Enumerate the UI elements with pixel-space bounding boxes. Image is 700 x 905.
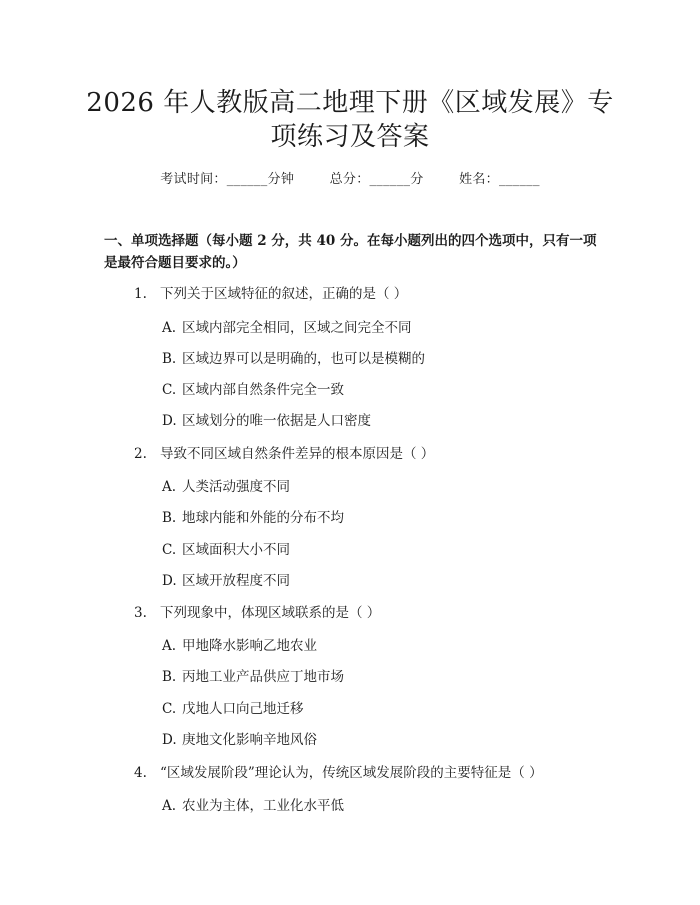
option-letter: C. bbox=[162, 382, 177, 398]
question-2-option-c bbox=[162, 538, 582, 558]
exam-info-line bbox=[0, 168, 700, 187]
option-letter: C. bbox=[162, 542, 177, 558]
section-heading bbox=[104, 230, 604, 274]
question-number: 2. bbox=[134, 446, 147, 462]
question-3-option-c bbox=[162, 697, 582, 717]
option-letter: A. bbox=[162, 320, 177, 336]
question-2-option-d bbox=[162, 569, 582, 589]
option-text: 区域面积大小不同 bbox=[182, 542, 290, 558]
option-text: 区域边界可以是明确的，也可以是模糊的 bbox=[182, 351, 425, 367]
question-4 bbox=[134, 761, 594, 781]
option-text: 农业为主体，工业化水平低 bbox=[182, 798, 344, 814]
option-letter: C. bbox=[162, 701, 177, 717]
option-letter: A. bbox=[162, 479, 177, 495]
question-stem: 下列关于区域特征的叙述，正确的是（ ） bbox=[160, 286, 408, 302]
document-title-line-1: 2026 年人教版高二地理下册《区域发展》专 bbox=[86, 88, 614, 118]
option-text: 庚地文化影响辛地风俗 bbox=[182, 732, 317, 748]
option-text: 区域内部自然条件完全一致 bbox=[182, 382, 344, 398]
student-name-label: 姓名：______ bbox=[459, 172, 540, 187]
option-letter: D. bbox=[162, 732, 177, 748]
option-letter: A. bbox=[162, 638, 177, 654]
option-letter: A. bbox=[162, 798, 177, 814]
option-letter: B. bbox=[162, 351, 177, 367]
option-letter: D. bbox=[162, 573, 177, 589]
option-text: 丙地工业产品供应丁地市场 bbox=[182, 669, 344, 685]
question-2-option-b bbox=[162, 506, 582, 526]
option-text: 区域内部完全相同，区域之间完全不同 bbox=[182, 320, 412, 336]
option-letter: B. bbox=[162, 510, 177, 526]
question-3-option-d bbox=[162, 728, 582, 748]
question-number: 4. bbox=[134, 765, 147, 781]
question-3 bbox=[134, 601, 594, 621]
question-1-option-a bbox=[162, 316, 582, 336]
option-text: 地球内能和外能的分布不均 bbox=[182, 510, 344, 526]
option-text: 人类活动强度不同 bbox=[182, 479, 290, 495]
option-text: 区域划分的唯一依据是人口密度 bbox=[182, 413, 371, 429]
exam-time-label: 考试时间：______分钟 bbox=[160, 172, 295, 187]
question-3-option-a bbox=[162, 634, 582, 654]
question-stem: 下列现象中，体现区域联系的是（ ） bbox=[160, 605, 381, 621]
question-1-option-c bbox=[162, 378, 582, 398]
option-letter: D. bbox=[162, 413, 177, 429]
question-1-option-d bbox=[162, 409, 582, 429]
section-heading-line-2: 是最符合题目要求的。） bbox=[104, 255, 246, 271]
document-title-line-2: 项练习及答案 bbox=[270, 122, 430, 152]
question-stem: 导致不同区域自然条件差异的根本原因是（ ） bbox=[160, 446, 435, 462]
question-3-option-b bbox=[162, 665, 582, 685]
option-text: 戊地人口向己地迁移 bbox=[182, 701, 304, 717]
question-4-option-a bbox=[162, 794, 582, 814]
question-2 bbox=[134, 442, 594, 462]
section-heading-line-1: 一、单项选择题（每小题 2 分，共 40 分。在每小题列出的四个选项中，只有一项 bbox=[104, 233, 597, 249]
question-1 bbox=[134, 282, 594, 302]
total-score-label: 总分：______分 bbox=[329, 172, 424, 187]
question-2-option-a bbox=[162, 475, 582, 495]
option-text: 甲地降水影响乙地农业 bbox=[182, 638, 317, 654]
question-number: 3. bbox=[134, 605, 147, 621]
option-letter: B. bbox=[162, 669, 177, 685]
question-stem: “区域发展阶段”理论认为，传统区域发展阶段的主要特征是（ ） bbox=[160, 765, 543, 781]
question-1-option-b bbox=[162, 347, 582, 367]
option-text: 区域开放程度不同 bbox=[182, 573, 290, 589]
question-number: 1. bbox=[134, 286, 147, 302]
